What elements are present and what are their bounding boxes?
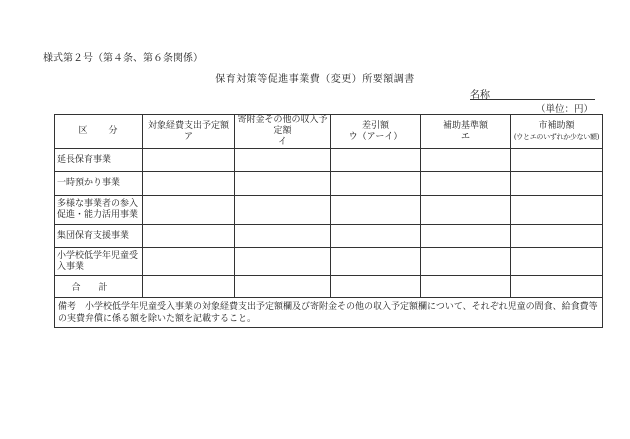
table-row [55, 172, 603, 196]
cell-city-subsidy[interactable] [511, 196, 603, 225]
header-subsidy-standard-code: エ [460, 131, 470, 142]
cell-donation-income[interactable] [235, 172, 331, 196]
cell-total-city-subsidy[interactable] [511, 276, 603, 298]
row-label: 多様な事業者の参入促進・能力活用事業 [55, 196, 143, 225]
cell-difference[interactable] [331, 225, 421, 248]
header-subsidy-standard-label: 補助基準額 [442, 120, 488, 131]
cell-planned-expense[interactable] [143, 248, 235, 276]
table-row [55, 225, 603, 248]
cell-city-subsidy[interactable] [511, 225, 603, 248]
row-label: 一時預かり事業 [55, 172, 143, 196]
cell-total-subsidy-standard[interactable] [421, 276, 511, 298]
cell-planned-expense[interactable] [143, 225, 235, 248]
cell-total-donation-income[interactable] [235, 276, 331, 298]
name-label: 名称 [470, 90, 490, 101]
header-city-subsidy-label: 市補助額 [538, 120, 575, 131]
cell-subsidy-standard[interactable] [421, 225, 511, 248]
header-difference-label: 差引額 [361, 120, 389, 131]
cost-table [54, 114, 603, 328]
total-row [55, 276, 603, 298]
header-city-subsidy-note: (ウとエのいずれか少ない額) [513, 132, 600, 141]
unit-label: （単位：円） [535, 104, 593, 115]
row-label: 延長保育事業 [55, 149, 143, 172]
header-donation-income [235, 115, 331, 149]
header-planned-expense-label: 対象経費支出予定額 [147, 120, 229, 131]
header-difference-code: ウ（アーイ） [348, 131, 403, 142]
cell-subsidy-standard[interactable] [421, 248, 511, 276]
form-number: 様式第２号（第４条、第６条関係） [43, 53, 203, 64]
cell-total-planned-expense[interactable] [143, 276, 235, 298]
cell-planned-expense[interactable] [143, 149, 235, 172]
cell-donation-income[interactable] [235, 248, 331, 276]
cell-city-subsidy[interactable] [511, 172, 603, 196]
cell-donation-income[interactable] [235, 196, 331, 225]
cell-difference[interactable] [331, 196, 421, 225]
table-row [55, 248, 603, 276]
name-field[interactable] [470, 86, 595, 100]
document-title: 保育対策等促進事業費（変更）所要額調書 [215, 74, 415, 85]
header-subsidy-standard [421, 115, 511, 149]
cell-donation-income[interactable] [235, 225, 331, 248]
row-label: 小学校低学年児童受入事業 [55, 248, 143, 276]
header-donation-income-label: 寄附金その他の収入予定額 [237, 115, 328, 136]
cell-subsidy-standard[interactable] [421, 196, 511, 225]
header-planned-expense-code: ア [183, 131, 193, 142]
cell-subsidy-standard[interactable] [421, 172, 511, 196]
header-planned-expense [143, 115, 235, 149]
header-city-subsidy [511, 115, 603, 149]
row-label: 集団保育支援事業 [55, 225, 143, 248]
header-donation-income-code: イ [277, 137, 287, 147]
cell-difference[interactable] [331, 248, 421, 276]
cell-donation-income[interactable] [235, 149, 331, 172]
cell-difference[interactable] [331, 172, 421, 196]
note-text: 備考 小学校低学年児童受入事業の対象経費支出予定額欄及び寄附金その他の収入予定額欄について、それぞれ児童の間食、給食費等の実費弁償に係る額を除いた額を記載すること。 [58, 301, 598, 324]
cell-planned-expense[interactable] [143, 196, 235, 225]
header-difference [331, 115, 421, 149]
cell-subsidy-standard[interactable] [421, 149, 511, 172]
note-cell [55, 298, 603, 328]
table-row [55, 149, 603, 172]
header-row [55, 115, 603, 149]
cell-difference[interactable] [331, 149, 421, 172]
cell-planned-expense[interactable] [143, 172, 235, 196]
cell-total-difference[interactable] [331, 276, 421, 298]
total-label: 合計 [55, 276, 143, 298]
note-row [55, 298, 603, 328]
cell-city-subsidy[interactable] [511, 248, 603, 276]
table-row [55, 196, 603, 225]
header-category: 区 分 [55, 115, 143, 149]
cell-city-subsidy[interactable] [511, 149, 603, 172]
